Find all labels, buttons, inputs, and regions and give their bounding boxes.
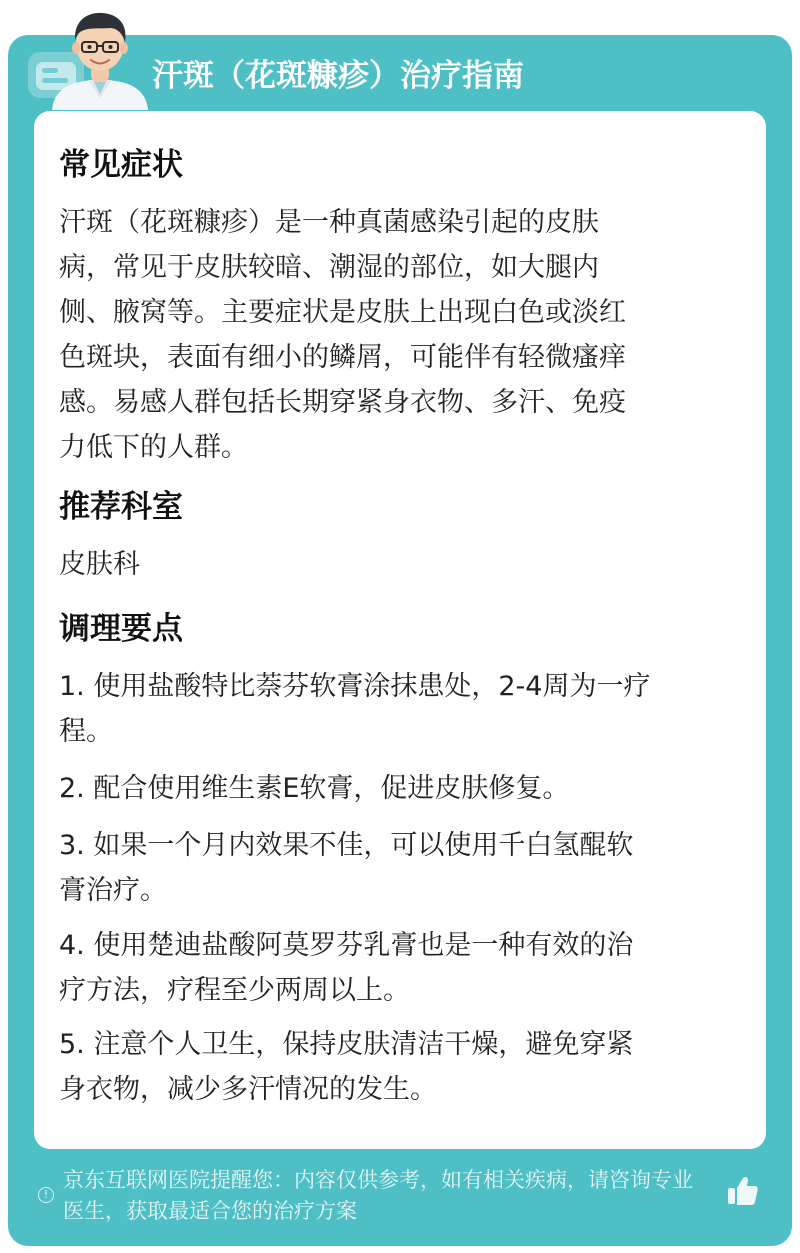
care-item-line: 疗方法，疗程至少两周以上。 [59,975,410,1006]
disclaimer-line: 京东互联网医院提醒您：内容仅供参考，如有相关疾病，请咨询专业 [63,1168,693,1192]
symptoms-line: 力低下的人群。 [59,432,248,463]
care-item [59,1022,739,1112]
symptoms-title: 常见症状 [59,147,183,183]
symptoms-line: 侧、腋窝等。主要症状是皮肤上出现白色或淡红 [59,297,626,328]
symptoms-text [59,200,729,470]
care-item-line: 2. 配合使用维生素E软膏，促进皮肤修复。 [59,773,570,804]
care-item [59,923,739,1013]
care-item-line: 4. 使用楚迪盐酸阿莫罗芬乳膏也是一种有效的治 [59,930,634,961]
doctor-avatar-icon [44,2,156,110]
page-title: 汗斑（花斑糠疹）治疗指南 [152,58,524,94]
symptoms-line: 色斑块，表面有细小的鳞屑，可能伴有轻微瘙痒 [59,342,626,373]
disclaimer-text [63,1165,728,1227]
care-item-line: 程。 [59,716,113,747]
symptoms-line: 感。易感人群包括长期穿紧身衣物、多汗、免疫 [59,387,626,418]
info-icon: ! [38,1187,54,1203]
symptoms-line: 汗斑（花斑糠疹）是一种真菌感染引起的皮肤 [59,207,599,238]
care-item-line: 3. 如果一个月内效果不佳，可以使用千白氢醌软 [59,830,634,861]
care-item-line: 膏治疗。 [59,875,167,906]
care-title: 调理要点 [59,611,183,647]
thumbs-up-icon[interactable] [726,1174,760,1208]
care-item [59,766,739,811]
symptoms-line: 病，常见于皮肤较暗、潮湿的部位，如大腿内 [59,252,599,283]
department-text: 皮肤科 [59,549,140,580]
care-item-line: 1. 使用盐酸特比萘芬软膏涂抹患处，2-4周为一疗 [59,671,651,702]
disclaimer-line: 医生，获取最适合您的治疗方案 [63,1199,357,1223]
care-item [59,823,739,913]
care-item-line: 身衣物，减少多汗情况的发生。 [59,1074,437,1105]
care-item-line: 5. 注意个人卫生，保持皮肤清洁干燥，避免穿紧 [59,1029,634,1060]
content-card [34,111,766,1149]
care-item [59,664,739,754]
department-title: 推荐科室 [59,489,183,525]
